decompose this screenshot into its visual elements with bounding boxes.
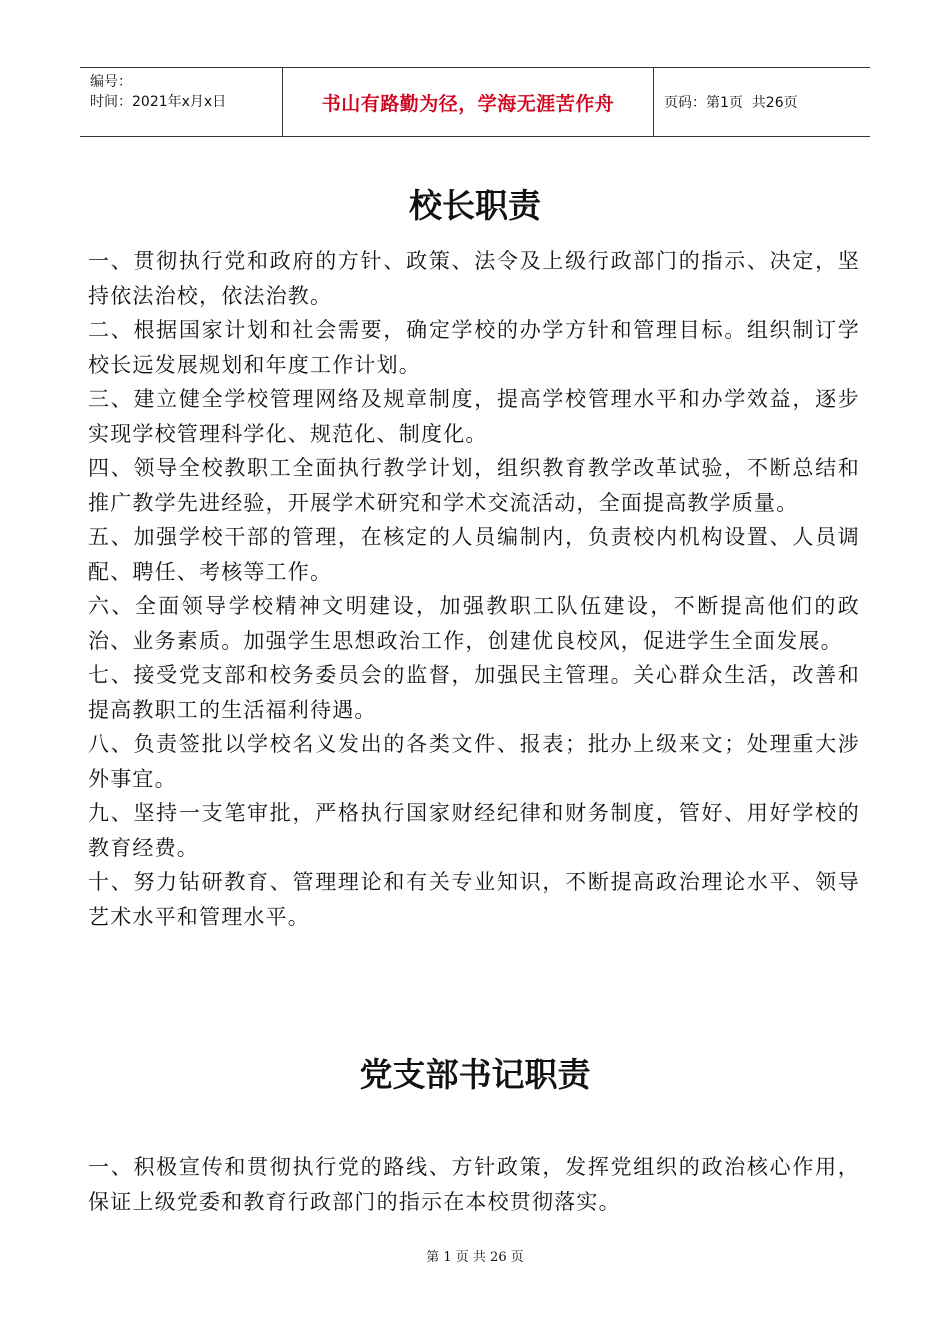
paragraph: 九、坚持一支笔审批，严格执行国家财经纪律和财务制度，管好、用好学校的教育经费。 (88, 801, 860, 860)
paragraph: 二、根据国家计划和社会需要，确定学校的办学方针和管理目标。组织制订学校长远发展规划和年度工作计划。 (88, 318, 860, 377)
paragraph: 八、负责签批以学校名义发出的各类文件、报表；批办上级来文；处理重大涉外事宜。 (88, 732, 860, 791)
header-page-info (654, 68, 870, 136)
section-body-party-secretary (88, 1150, 860, 1219)
page-footer (0, 1246, 950, 1265)
header-motto: 书山有路勤为径，学海无涯苦作舟 (282, 68, 654, 136)
section-body-principal (88, 244, 860, 934)
header-page-label: 页码：第1页 共26页 (664, 95, 798, 111)
paragraph: 四、领导全校教职工全面执行教学计划，组织教育教学改革试验，不断总结和推广教学先进经验，开展学术研究和学术交流活动，全面提高教学质量。 (88, 456, 860, 515)
document-number-label: 编号： (90, 74, 132, 90)
paragraph: 一、贯彻执行党和政府的方针、政策、法令及上级行政部门的指示、决定，坚持依法治校，依法治教。 (88, 249, 860, 308)
paragraph: 十、努力钻研教育、管理理论和有关专业知识，不断提高政治理论水平、领导艺术水平和管理水平。 (88, 870, 860, 929)
paragraph: 一、积极宣传和贯彻执行党的路线、方针政策，发挥党组织的政治核心作用，保证上级党委和教育行政部门的指示在本校贯彻落实。 (88, 1155, 860, 1214)
section-title-party-secretary: 党支部书记职责 (359, 1055, 591, 1094)
section-title-principal: 校长职责 (409, 186, 541, 225)
header-meta (80, 68, 282, 136)
footer-page-number: 第 1 页 共 26 页 (426, 1250, 524, 1265)
paragraph: 三、建立健全学校管理网络及规章制度，提高学校管理水平和办学效益，逐步实现学校管理科学化、规范化、制度化。 (88, 387, 860, 446)
paragraph: 六、全面领导学校精神文明建设，加强教职工队伍建设，不断提高他们的政治、业务素质。加强学生思想政治工作，创建优良校风，促进学生全面发展。 (88, 594, 860, 653)
document-date-label: 时间：2021年x月x日 (90, 94, 227, 110)
paragraph: 七、接受党支部和校务委员会的监督，加强民主管理。关心群众生活，改善和提高教职工的生活福利待遇。 (88, 663, 860, 722)
page-header (80, 67, 870, 137)
paragraph: 五、加强学校干部的管理，在核定的人员编制内，负责校内机构设置、人员调配、聘任、考核等工作。 (88, 525, 860, 584)
